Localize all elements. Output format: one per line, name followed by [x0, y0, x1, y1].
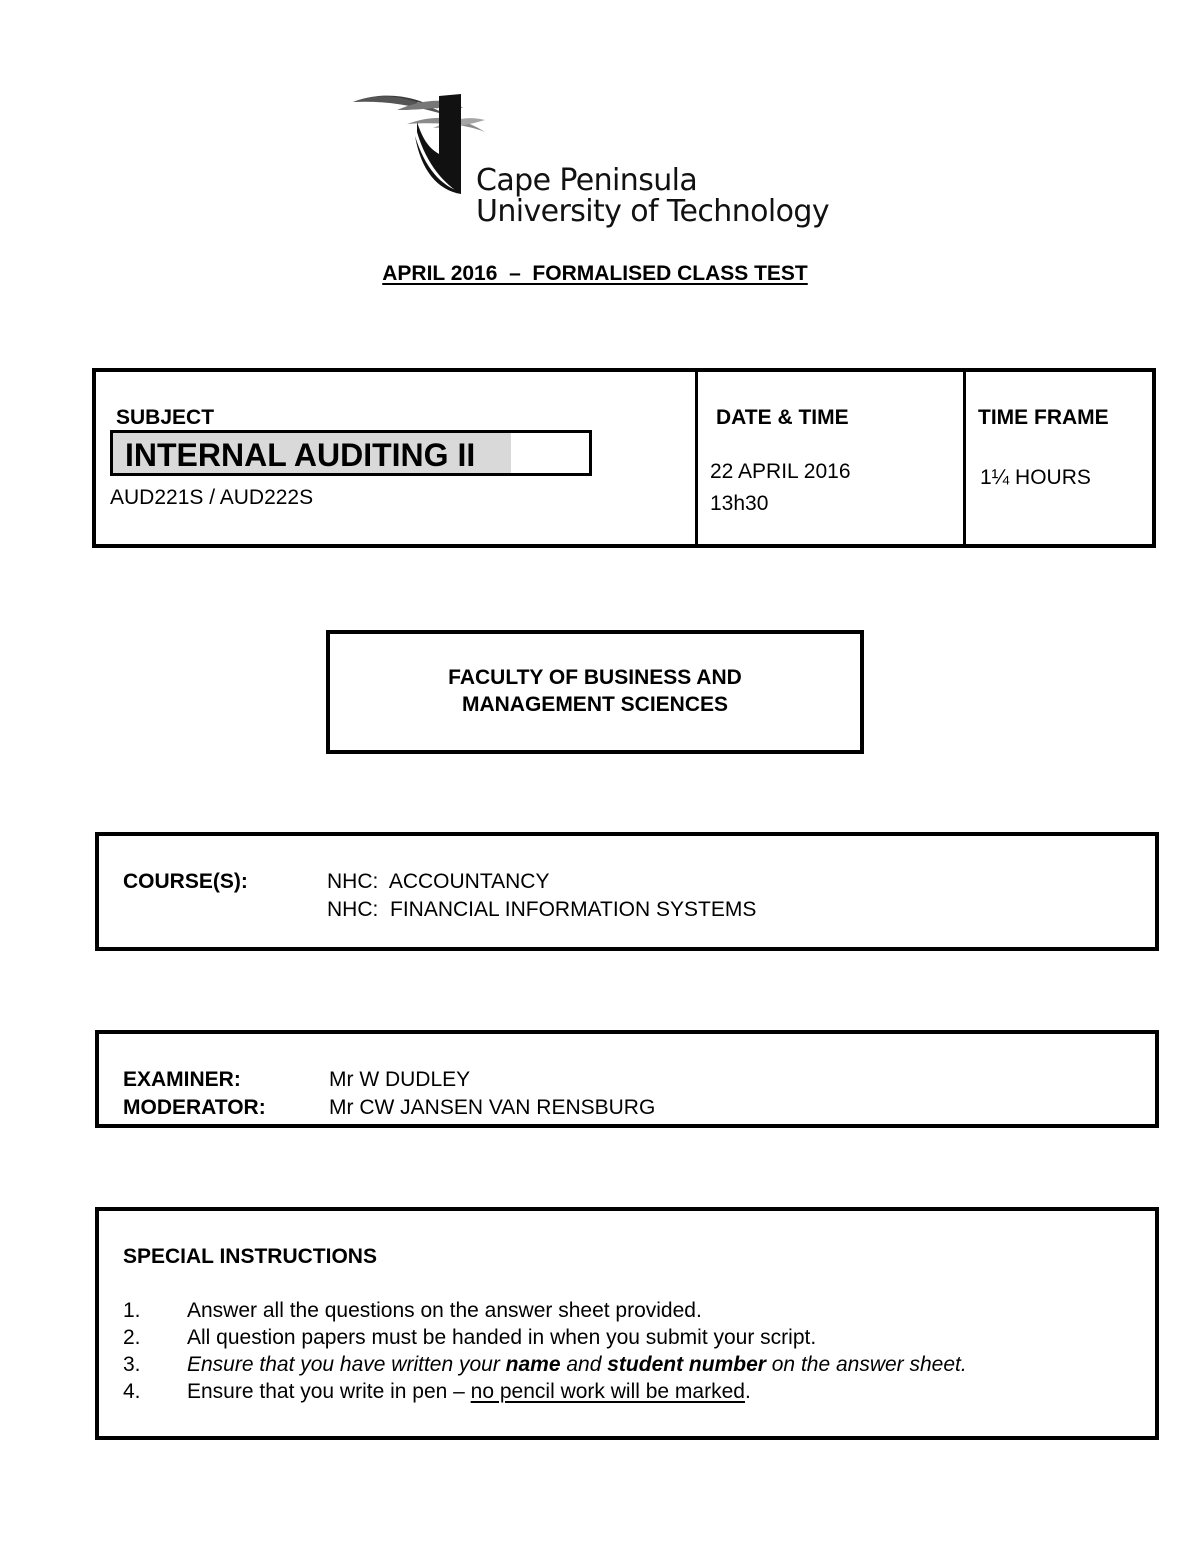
document-title: APRIL 2016 – FORMALISED CLASS TEST: [382, 262, 808, 285]
course-item: NHC: ACCOUNTANCY: [327, 870, 550, 893]
examiner-label: EXAMINER:: [123, 1068, 241, 1091]
courses-box: [95, 832, 1159, 951]
time-frame-label: TIME FRAME: [978, 406, 1109, 429]
instruction-number: 1.: [123, 1299, 141, 1322]
instruction-text-part: and: [560, 1353, 608, 1376]
time-frame: 1¼ HOURS: [980, 466, 1091, 489]
university-name-line1: Cape Peninsula: [476, 163, 698, 198]
instruction-underlined: no pencil work will be marked: [470, 1380, 745, 1403]
university-name-line2: University of Technology: [476, 194, 829, 229]
instruction-emphasis-name: name: [505, 1353, 561, 1376]
date-time-label: DATE & TIME: [716, 406, 849, 429]
moderator-name: Mr CW JANSEN VAN RENSBURG: [329, 1096, 656, 1119]
courses-label: COURSE(S):: [123, 870, 248, 893]
examiner-name: Mr W DUDLEY: [329, 1068, 471, 1091]
exam-time: 13h30: [710, 492, 769, 515]
column-divider: [963, 372, 966, 544]
instruction-text: [187, 1380, 751, 1404]
faculty-line1: FACULTY OF BUSINESS AND: [448, 666, 742, 689]
subject-codes: AUD221S / AUD222S: [110, 486, 314, 509]
subject-label: SUBJECT: [116, 406, 215, 429]
faculty-box: [326, 630, 864, 754]
column-divider: [695, 372, 698, 544]
exam-date: 22 APRIL 2016: [710, 460, 851, 483]
subject-name: INTERNAL AUDITING II: [125, 437, 476, 473]
instruction-text-part: .: [744, 1380, 751, 1403]
instruction-text-part: Ensure that you have written your: [187, 1353, 506, 1376]
instruction-text: Answer all the questions on the answer sheet provided.: [187, 1299, 702, 1322]
instruction-number: 4.: [123, 1380, 141, 1403]
course-item: NHC: FINANCIAL INFORMATION SYSTEMS: [327, 898, 757, 921]
faculty-line2: MANAGEMENT SCIENCES: [461, 693, 729, 716]
instruction-number: 2.: [123, 1326, 141, 1349]
instruction-text: [187, 1353, 967, 1377]
special-instructions-box: [95, 1207, 1159, 1440]
instruction-text: All question papers must be handed in when you submit your script.: [187, 1326, 817, 1349]
subject-info-box: [92, 368, 1156, 548]
subject-name-box: [110, 430, 592, 476]
instruction-text-part: Ensure that you write in pen –: [187, 1380, 471, 1403]
instruction-number: 3.: [123, 1353, 141, 1376]
special-instructions-heading: SPECIAL INSTRUCTIONS: [123, 1245, 377, 1268]
instruction-text-part: on the answer sheet.: [765, 1353, 967, 1376]
staff-box: [95, 1030, 1159, 1128]
moderator-label: MODERATOR:: [123, 1096, 266, 1119]
instruction-emphasis-student-number: student number: [607, 1353, 766, 1376]
